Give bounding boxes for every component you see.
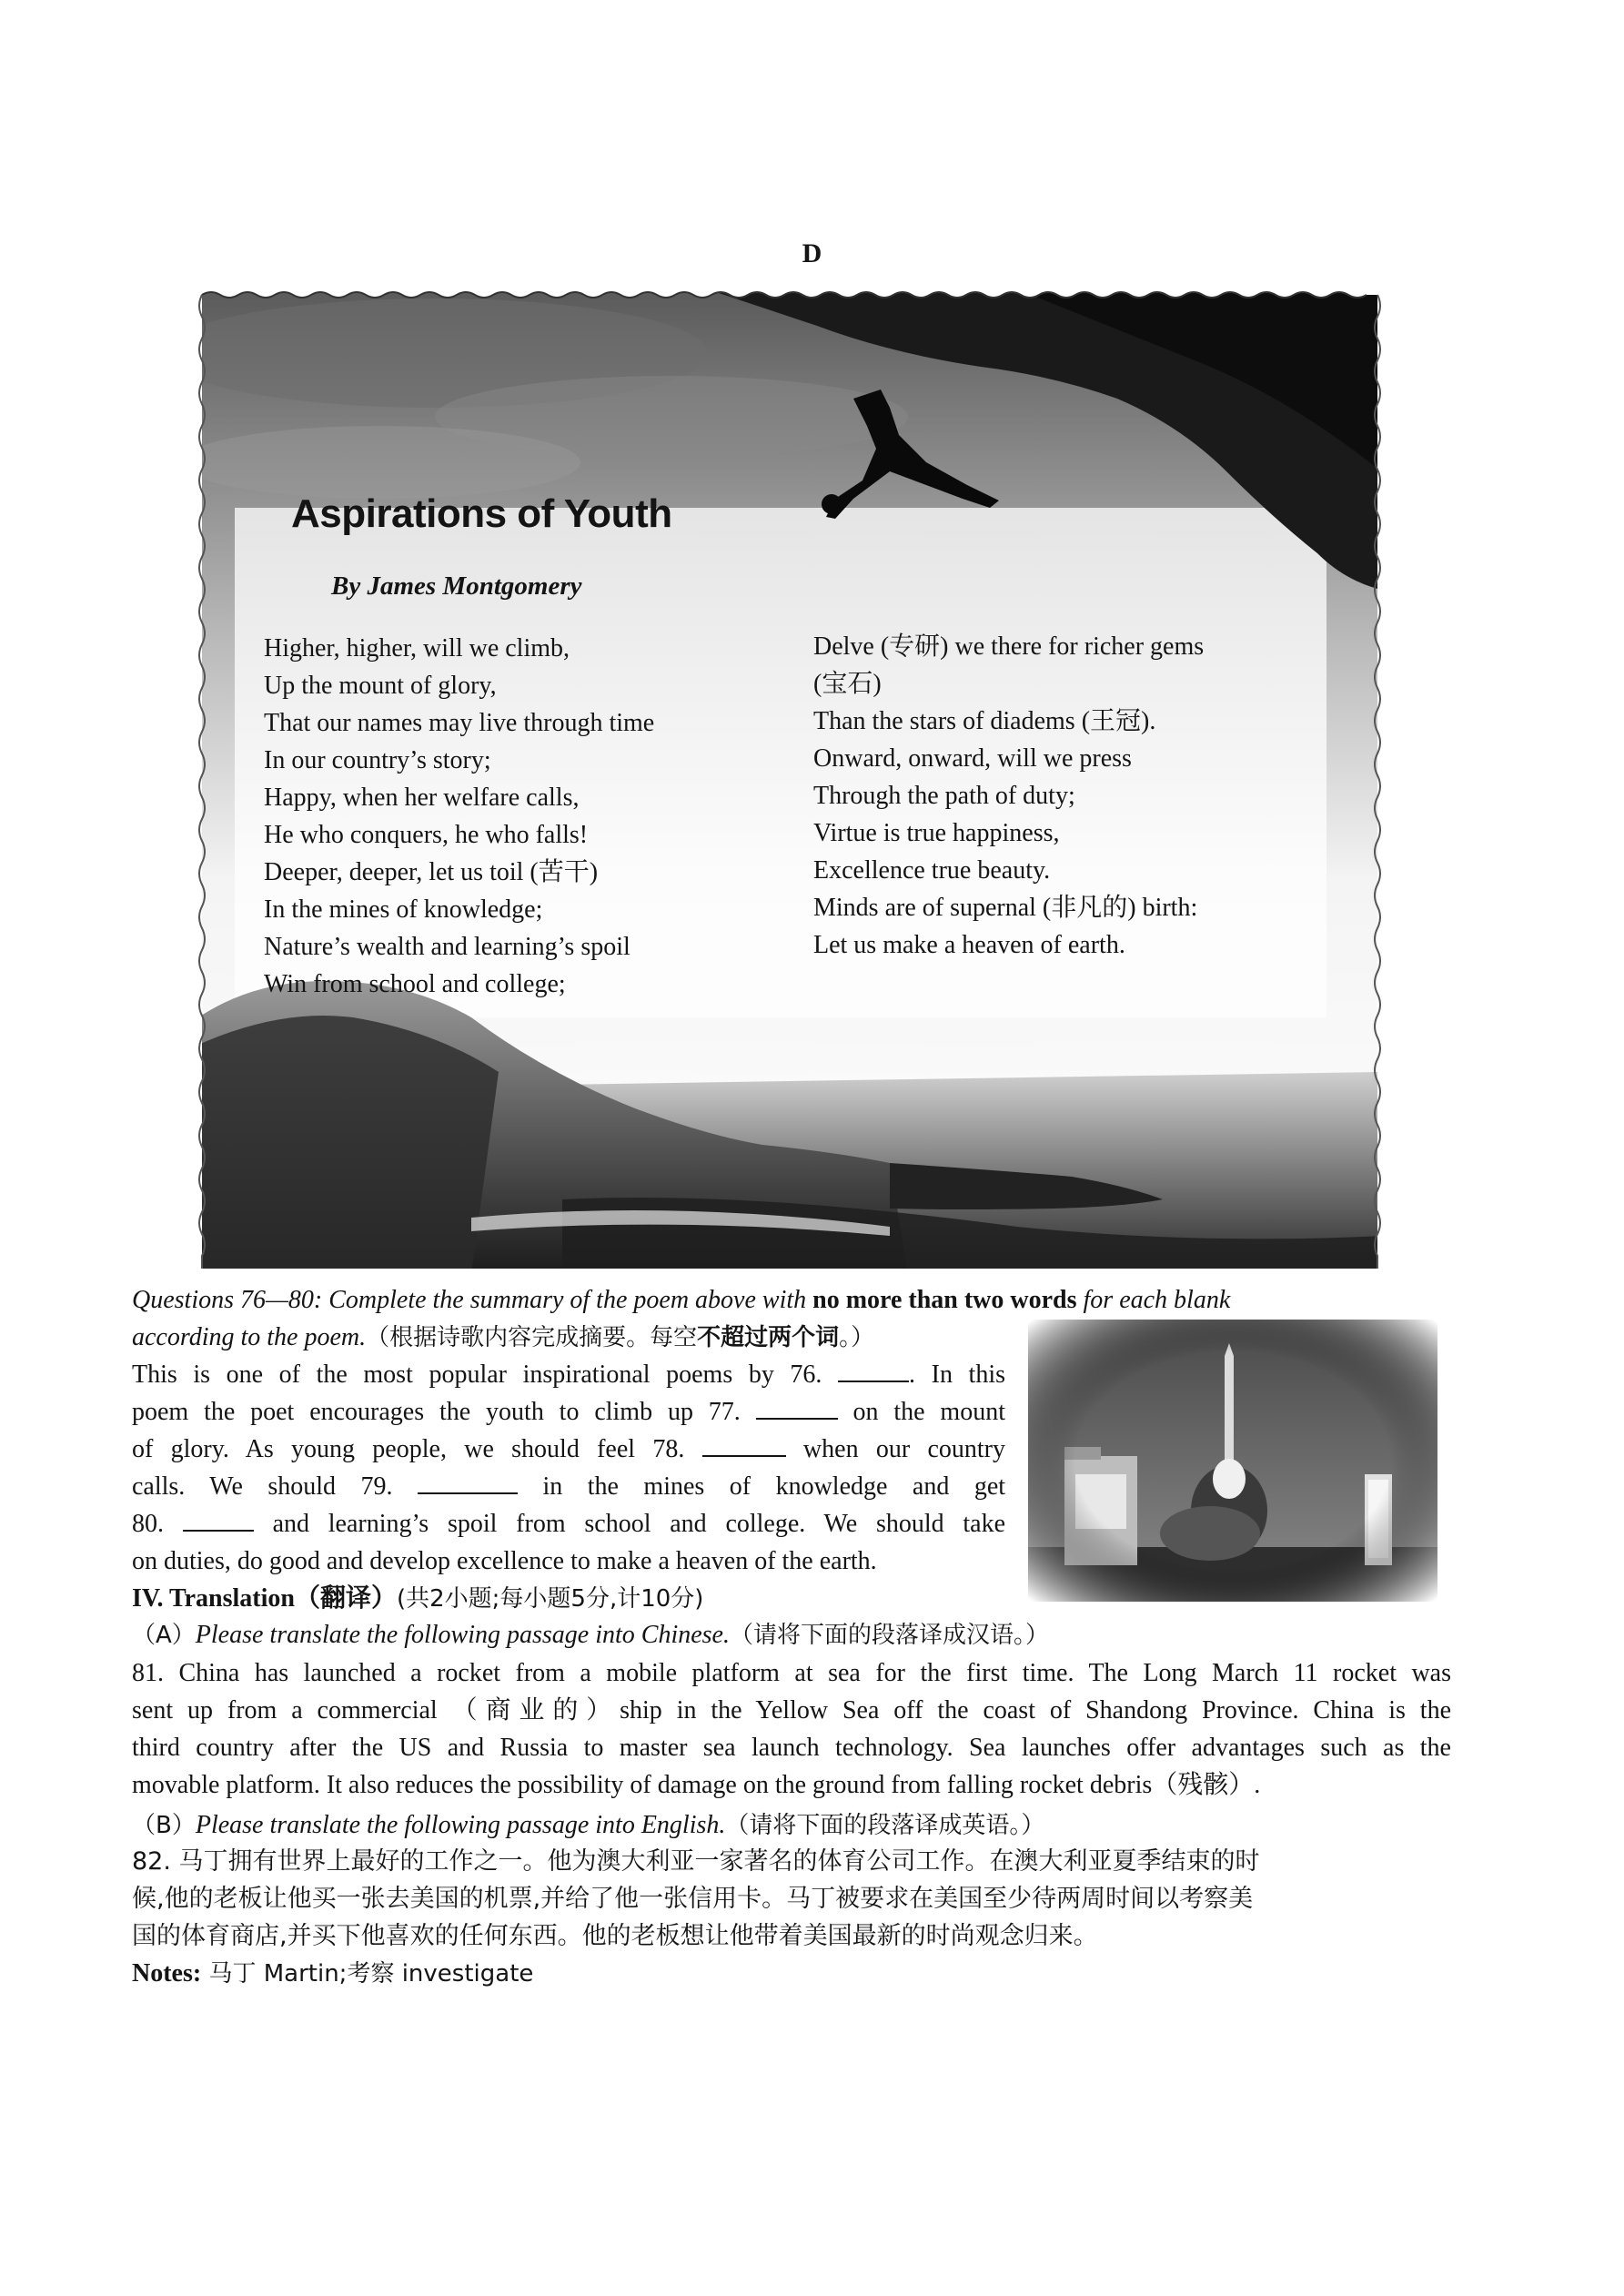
- passage-line: 候,他的老板让他买一张去美国的机票,并给了他一张信用卡。马丁被要求在美国至少待两周时间以考察美: [132, 1885, 1254, 1913]
- part-a-cn: （请将下面的段落译成汉语。）: [729, 1622, 1049, 1649]
- intro-cn: （根据诗歌内容完成摘要。每空: [366, 1324, 698, 1351]
- notes: [132, 1955, 533, 1993]
- intro-text: according to the poem.: [132, 1323, 367, 1351]
- answer-blank-80[interactable]: [183, 1510, 254, 1532]
- poem-line: Up the mount of glory,: [264, 672, 497, 700]
- poem-line: Excellence true beauty.: [813, 856, 1051, 885]
- answer-blank-77[interactable]: [756, 1398, 838, 1420]
- summary-text: on duties, do good and develop excellence to make a heaven of the earth.: [132, 1547, 877, 1575]
- poem-line: In our country’s story;: [264, 746, 491, 774]
- part-b-instruction: [132, 1806, 1044, 1845]
- summary-paragraph: [132, 1356, 1005, 1580]
- summary-text: 80.: [132, 1510, 164, 1538]
- poem-line: That our names may live through time: [264, 709, 655, 737]
- part-b-cn: （请将下面的段落译成英语。）: [725, 1812, 1045, 1839]
- summary-text: . In this: [909, 1360, 1006, 1389]
- poem-line: Minds are of supernal (非凡的) birth:: [813, 894, 1198, 922]
- poem-line: Nature’s wealth and learning’s spoil: [264, 933, 630, 961]
- summary-text: calls. We should 79.: [132, 1472, 393, 1501]
- part-b-label: （B）: [132, 1812, 196, 1839]
- poem-line: Delve (专研) we there for richer gems: [813, 632, 1205, 661]
- passage-line: movable platform. It also reduces the possibility of damage on the ground from falling rocket debris（残骸）.: [132, 1771, 1261, 1799]
- poem-line: Higher, higher, will we climb,: [264, 634, 570, 663]
- part-a-instruction-text: Please translate the following passage into Chinese.: [195, 1621, 730, 1649]
- summary-text: when our country: [802, 1435, 1005, 1463]
- section-letter: D: [802, 238, 822, 268]
- intro-emphasis: no more than two words: [812, 1286, 1077, 1314]
- passage-line: 国的体育商店,并买下他喜欢的任何东西。他的老板想让他带着美国最新的时尚观念归来。: [132, 1922, 1098, 1950]
- poem-line: He who conquers, he who falls!: [264, 821, 589, 849]
- summary-line: [132, 1393, 1005, 1431]
- poem-line: In the mines of knowledge;: [264, 895, 543, 924]
- poem-line: Through the path of duty;: [813, 782, 1075, 810]
- poem-title: Aspirations of Youth: [291, 491, 672, 536]
- poem-line: Than the stars of diadems (王冠).: [813, 707, 1156, 735]
- summary-text: poem the poet encourages the youth to climb up 77.: [132, 1398, 741, 1426]
- summary-text: on the mount: [852, 1398, 1005, 1426]
- intro-text: Questions 76—80: Complete the summary of the poem above with: [132, 1286, 813, 1314]
- answer-blank-79[interactable]: [418, 1472, 518, 1494]
- part-a-instruction: [132, 1616, 1049, 1654]
- answer-blank-78[interactable]: [702, 1435, 786, 1457]
- summary-line: [132, 1505, 1005, 1542]
- part-a-label: （A）: [132, 1622, 196, 1649]
- passage-line: 82. 马丁拥有世界上最好的工作之一。他为澳大利亚一家著名的体育公司工作。在澳大利亚夏季结束的时: [132, 1847, 1260, 1876]
- summary-text: of glory. As young people, we should feel 78.: [132, 1435, 685, 1463]
- answer-blank-76[interactable]: [838, 1360, 909, 1382]
- heading-bold: IV. Translation（翻译）: [132, 1584, 397, 1613]
- poem-line: Happy, when her welfare calls,: [264, 784, 580, 812]
- intro-cn-emphasis: 不超过两个词: [697, 1324, 840, 1351]
- summary-line: [132, 1356, 1005, 1393]
- poem-line: Virtue is true happiness,: [813, 819, 1060, 847]
- poem-line: Let us make a heaven of earth.: [813, 931, 1125, 959]
- intro-cn: 。）: [839, 1324, 875, 1351]
- summary-line: [132, 1542, 1005, 1580]
- summary-line: [132, 1468, 1005, 1505]
- passage-line: sent up from a commercial （商业的）ship in the Yellow Sea off the coast of Shandong Province. China is the: [132, 1696, 1451, 1725]
- summary-text: This is one of the most popular inspirational poems by 76.: [132, 1360, 822, 1389]
- poem-line: (宝石): [813, 670, 882, 698]
- intro-text: for each blank: [1076, 1286, 1231, 1314]
- poem-line: Deeper, deeper, let us toil (苦干): [264, 858, 599, 886]
- rocket-launch-photo: [1028, 1320, 1437, 1602]
- passage-line: 81. China has launched a rocket from a mobile platform at sea for the first time. The Long March 11 rocket was: [132, 1659, 1451, 1687]
- summary-text: and learning’s spoil from school and college. We should take: [272, 1510, 1006, 1538]
- summary-text: in the mines of knowledge and get: [542, 1472, 1006, 1501]
- poem-stanza-right: [813, 628, 1341, 964]
- passage-line: third country after the US and Russia to master sea launch technology. Sea launches offer advantages such as the: [132, 1734, 1451, 1762]
- heading-score: (共2小题;每小题5分,计10分): [396, 1585, 704, 1613]
- poem-line: Win from school and college;: [264, 970, 566, 998]
- part-b-instruction-text: Please translate the following passage into English.: [195, 1811, 726, 1839]
- summary-line: [132, 1431, 1005, 1468]
- passage-82: [132, 1843, 1451, 1955]
- poem-stanza-left: [264, 630, 792, 1003]
- poem-line: Onward, onward, will we press: [813, 744, 1132, 773]
- translation-heading: [132, 1580, 703, 1618]
- poem-frame: [198, 289, 1381, 1274]
- poem-author: By James Montgomery: [331, 571, 582, 601]
- notes-text: 马丁 Martin;考察 investigate: [201, 1960, 534, 1988]
- passage-81: [132, 1654, 1451, 1804]
- notes-label: Notes:: [132, 1959, 202, 1988]
